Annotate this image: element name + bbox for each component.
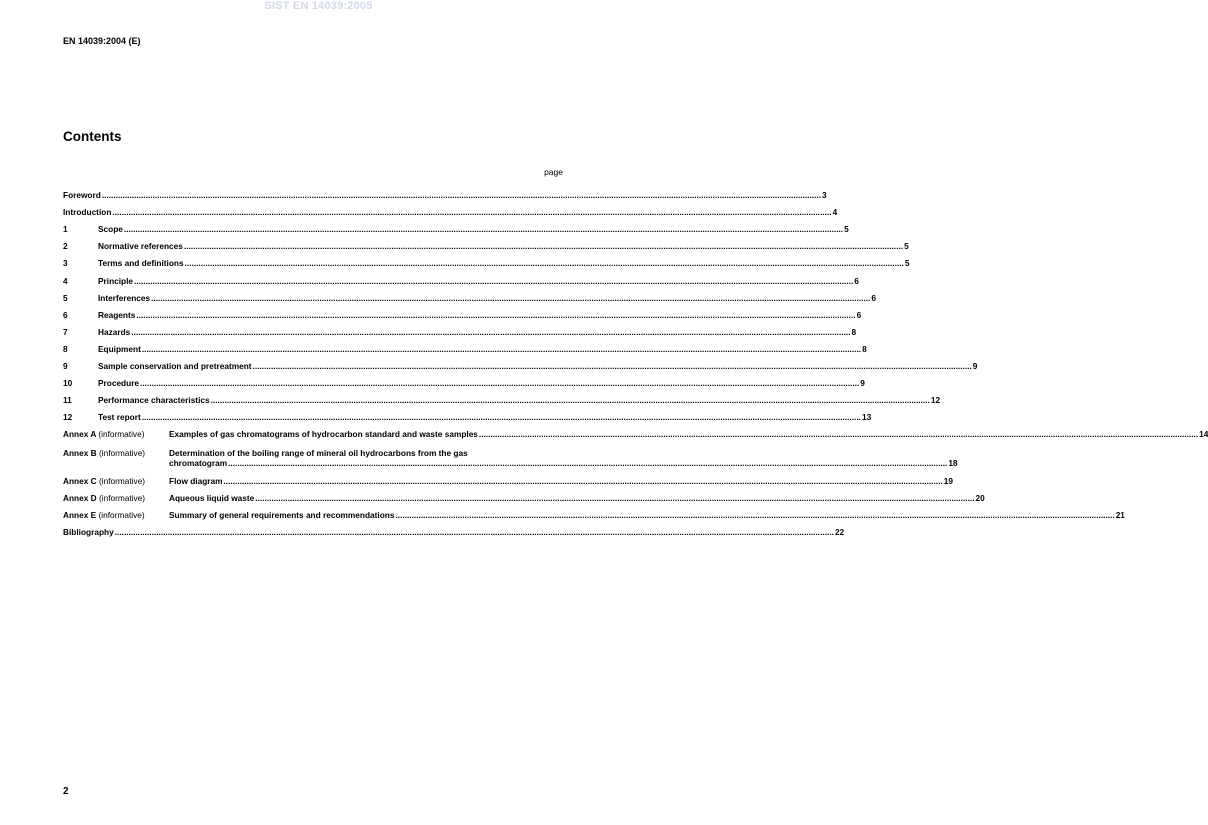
toc-entry-title: Interferences [98,292,151,303]
clause-number: 2 [63,241,68,252]
page-number: 2 [63,786,69,797]
dot-leader [253,361,972,371]
toc-entry-annex-e[interactable] [63,503,1125,520]
clause-number: 9 [63,361,68,372]
toc-entry-multiline [63,448,958,468]
toc-entry-page: 22 [834,526,845,537]
toc-entry-title: Flow diagram [169,475,223,486]
toc-entry-clause-8[interactable] [63,337,867,354]
toc-entry-page: 20 [975,492,985,503]
annex-informative-tag: (informative) [98,429,145,440]
toc-entry-clause-4[interactable] [63,268,859,286]
toc-entry-title: Terms and definitions [98,258,184,269]
toc-entry-title: Sample conservation and pretreatment [98,361,252,372]
contents-title: Contents [63,129,122,144]
toc-entry-page: 4 [832,207,838,218]
clause-number: 6 [63,309,68,320]
dot-leader [184,241,903,251]
toc-entry-introduction[interactable] [63,200,838,218]
dot-leader [136,310,855,320]
dot-leader [395,510,1114,520]
toc-entry-foreword[interactable] [63,183,827,201]
toc-entry-page: 5 [844,224,849,235]
toc-entry-clause-10[interactable] [63,371,865,389]
dot-leader [140,378,859,388]
clause-number: 8 [63,343,68,354]
toc-entry-clause-9[interactable] [63,354,978,372]
toc-entry-title: Examples of gas chromatograms of hydrocarbon standard and waste samples [169,429,478,440]
toc-entry-title: Bibliography [63,526,114,537]
toc-entry-title: Aqueous liquid waste [169,492,255,503]
annex-informative-tag: (informative) [98,448,146,459]
watermark: SIST EN 14039:2005 [264,0,373,12]
dot-leader [479,429,1198,439]
toc-entry-clause-5[interactable] [63,286,876,303]
dot-leader [134,276,853,286]
dot-leader [142,344,861,354]
toc-entry-clause-6[interactable] [63,303,862,320]
toc-entry-title: Equipment [98,343,141,354]
clause-number: 10 [63,378,73,389]
toc-entry-annex-a[interactable] [63,422,1208,440]
toc-entry-clause-2[interactable] [63,234,909,252]
annex-letter: Annex A [63,429,97,440]
toc-entry-title: Principle [98,275,134,286]
toc-entry-page: 6 [871,292,876,303]
toc-entry-clause-12[interactable] [63,405,872,423]
toc-entry-title: Test report [98,412,141,423]
toc-entry-page: 18 [948,458,958,469]
dot-leader [255,493,974,503]
annex-letter: Annex D [63,492,97,503]
dot-leader [228,458,947,468]
toc-entry-page: 9 [860,378,865,389]
toc-entry-title-continued: chromatogram [169,458,228,469]
clause-number: 11 [63,395,72,406]
annex-informative-tag: (informative) [98,509,145,520]
annex-label [63,476,169,486]
toc-entry-bibliography[interactable] [63,520,845,537]
annex-label [63,510,169,520]
toc-entry-page: 8 [851,326,857,337]
document-id: EN 14039:2004 (E) [63,36,141,46]
toc-entry-title: Determination of the boiling range of mineral oil hydrocarbons from the gas [169,448,468,459]
toc-entry-page: 21 [1115,509,1125,520]
dot-leader [142,412,861,422]
dot-leader [112,207,831,217]
toc-entry-page: 6 [854,275,859,286]
toc-entry-line-2 [63,458,958,468]
dot-leader [124,224,843,234]
annex-letter: Annex E [63,509,97,520]
toc-entry-page: 5 [904,241,909,252]
toc-entry-page: 19 [943,475,953,486]
toc-entry-clause-1[interactable] [63,217,849,235]
clause-number: 12 [63,412,73,423]
clause-number: 5 [63,292,68,303]
toc-entry-page: 13 [861,412,872,423]
toc-entry-title: Reagents [98,309,136,320]
page-column-label: page [544,167,563,177]
toc-entry-clause-3[interactable] [63,251,910,269]
clause-number: 7 [63,326,68,337]
toc-entry-page: 6 [856,309,862,320]
toc-entry-title: Scope [98,224,123,235]
clause-number: 1 [63,224,68,235]
clause-number: 3 [63,258,68,269]
dot-leader [102,190,821,200]
toc-entry-page: 5 [904,258,910,269]
toc-entry-title: Procedure [98,378,140,389]
annex-letter: Annex B [63,448,97,459]
dot-leader [223,476,942,486]
toc-entry-annex-c[interactable] [63,468,953,486]
toc-entry-title: Summary of general requirements and recommendations [169,509,395,520]
toc-entry-annex-d[interactable] [63,486,985,503]
toc-entry-page: 8 [862,343,867,354]
dot-leader [115,527,834,537]
dot-leader [131,327,850,337]
toc-entry-line-1 [63,448,958,458]
toc-entry-title: Performance characteristics [98,395,210,406]
annex-letter: Annex C [63,475,97,486]
clause-number: 4 [63,275,68,286]
annex-label [63,429,169,439]
annex-informative-tag: (informative) [98,492,146,503]
toc-entry-title: Introduction [63,207,112,218]
toc-entry-page: 14 [1199,429,1208,440]
toc-entry-page: 12 [930,395,941,406]
annex-label [63,448,169,458]
toc-entry-clause-11[interactable] [63,388,941,406]
toc-entry-annex-b[interactable] [63,439,958,469]
toc-entry-page: 9 [972,361,978,372]
dot-leader [151,293,870,303]
dot-leader [211,395,930,405]
toc-entry-title: Foreword [63,190,101,201]
toc-entry-clause-7[interactable] [63,320,857,337]
dot-leader [185,258,904,268]
toc-entry-title: Hazards [98,326,131,337]
toc-entry-title: Normative references [98,241,183,252]
toc-entry-page: 3 [822,190,827,201]
table-of-contents [63,183,1208,537]
annex-label [63,493,169,503]
annex-informative-tag: (informative) [98,475,146,486]
